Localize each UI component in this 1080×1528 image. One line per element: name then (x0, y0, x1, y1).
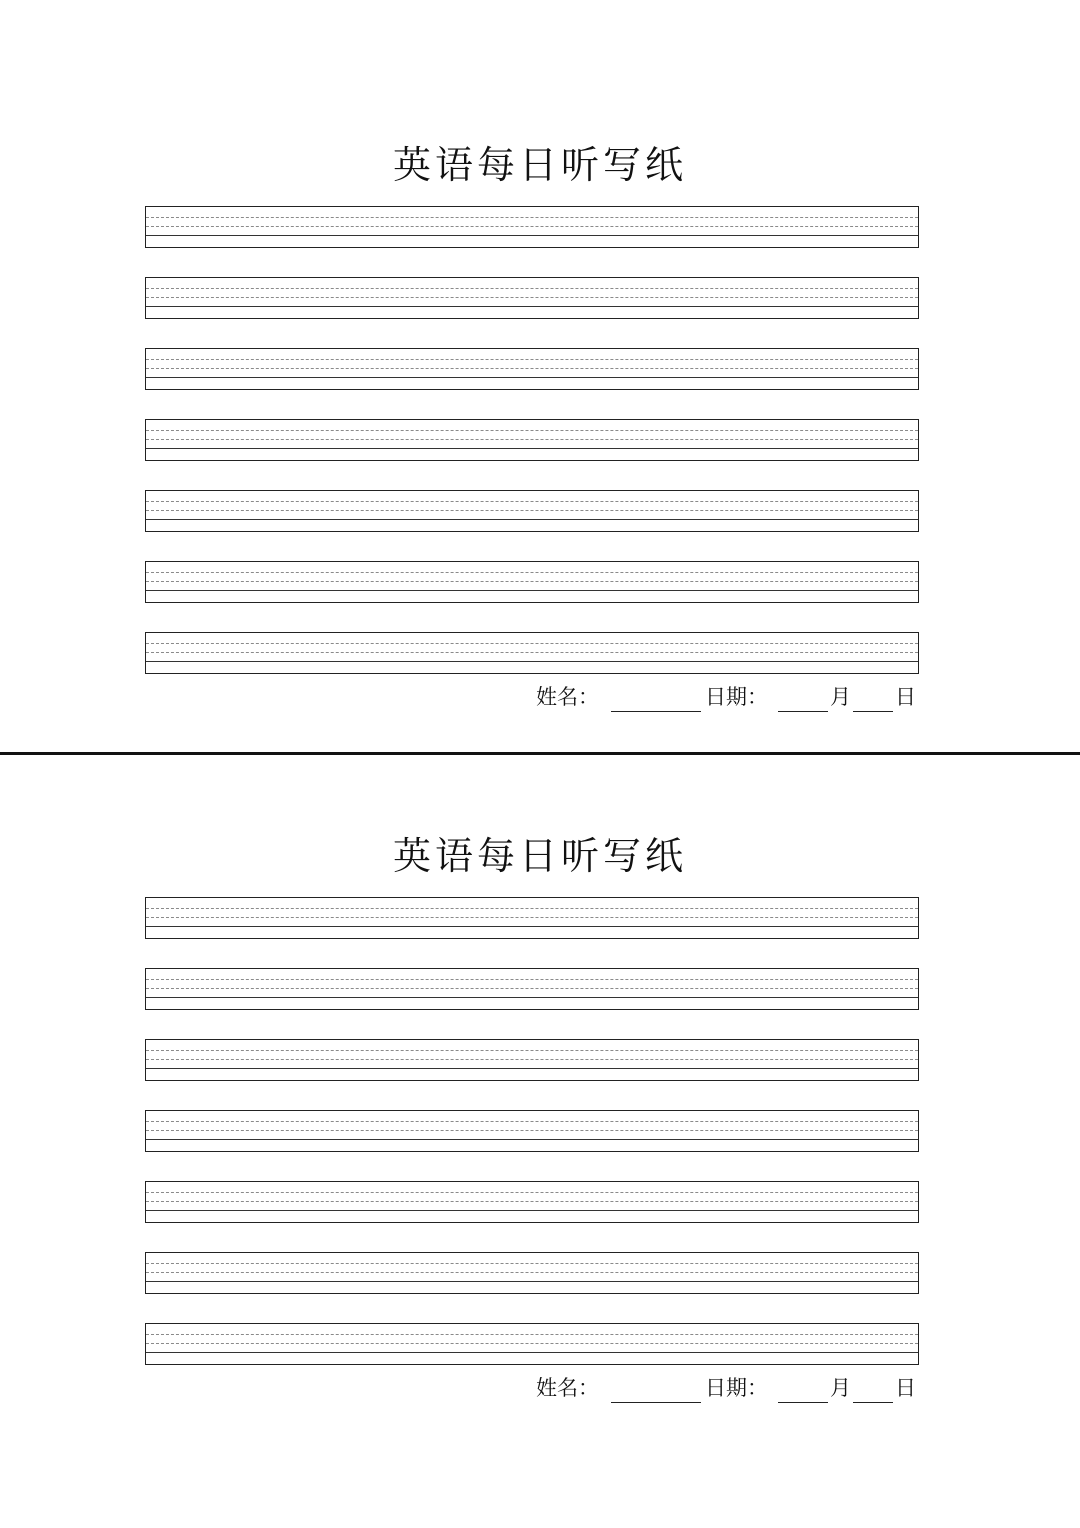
name-blank[interactable] (611, 1378, 701, 1403)
worksheet-title: 英语每日听写纸 (392, 143, 687, 187)
guide-line (146, 988, 918, 989)
guide-line (146, 510, 918, 511)
writing-rows (145, 897, 919, 1394)
guide-line (146, 1210, 918, 1211)
guide-line (146, 1068, 918, 1069)
date-label: 日期： (705, 1376, 768, 1400)
worksheet-title: 英语每日听写纸 (392, 834, 687, 878)
name-label: 姓名： (536, 685, 599, 709)
worksheet-top (0, 0, 1080, 709)
guide-line (146, 377, 918, 378)
guide-line (146, 643, 918, 644)
guide-line (146, 1272, 918, 1273)
month-label: 月 (830, 1376, 851, 1400)
guide-line (146, 519, 918, 520)
guide-line (146, 1263, 918, 1264)
guide-line (146, 1201, 918, 1202)
guide-line (146, 217, 918, 218)
guide-line (146, 1130, 918, 1131)
guide-line (146, 1059, 918, 1060)
guide-line (146, 1121, 918, 1122)
guide-line (146, 917, 918, 918)
guide-line (146, 430, 918, 431)
writing-row[interactable] (145, 419, 919, 461)
guide-line (146, 581, 918, 582)
guide-line (146, 652, 918, 653)
guide-line (146, 997, 918, 998)
writing-row[interactable] (145, 632, 919, 674)
writing-row[interactable] (145, 968, 919, 1010)
writing-row[interactable] (145, 206, 919, 248)
writing-row[interactable] (145, 1252, 919, 1294)
writing-row[interactable] (145, 1181, 919, 1223)
guide-line (146, 1334, 918, 1335)
writing-row[interactable] (145, 348, 919, 390)
guide-line (146, 1281, 918, 1282)
guide-line (146, 1139, 918, 1140)
guide-line (146, 288, 918, 289)
name-label: 姓名： (536, 1376, 599, 1400)
guide-line (146, 235, 918, 236)
guide-line (146, 297, 918, 298)
day-label: 日 (895, 685, 916, 709)
guide-line (146, 926, 918, 927)
writing-row[interactable] (145, 1110, 919, 1152)
guide-line (146, 979, 918, 980)
month-label: 月 (830, 685, 851, 709)
worksheet-bottom (0, 691, 1080, 1400)
guide-line (146, 306, 918, 307)
writing-row[interactable] (145, 277, 919, 319)
writing-row[interactable] (145, 1039, 919, 1081)
writing-row[interactable] (145, 561, 919, 603)
guide-line (146, 359, 918, 360)
day-blank[interactable] (853, 1378, 893, 1403)
guide-line (146, 1352, 918, 1353)
guide-line (146, 1343, 918, 1344)
date-label: 日期： (705, 685, 768, 709)
guide-line (146, 501, 918, 502)
guide-line (146, 226, 918, 227)
day-label: 日 (895, 1376, 916, 1400)
guide-line (146, 908, 918, 909)
writing-row[interactable] (145, 1323, 919, 1365)
guide-line (146, 439, 918, 440)
writing-row[interactable] (145, 490, 919, 532)
guide-line (146, 590, 918, 591)
worksheet-footer (536, 1373, 920, 1403)
guide-line (146, 368, 918, 369)
month-blank[interactable] (778, 1378, 828, 1403)
guide-line (146, 1050, 918, 1051)
guide-line (146, 661, 918, 662)
writing-rows (145, 206, 919, 703)
guide-line (146, 448, 918, 449)
guide-line (146, 1192, 918, 1193)
writing-row[interactable] (145, 897, 919, 939)
guide-line (146, 572, 918, 573)
